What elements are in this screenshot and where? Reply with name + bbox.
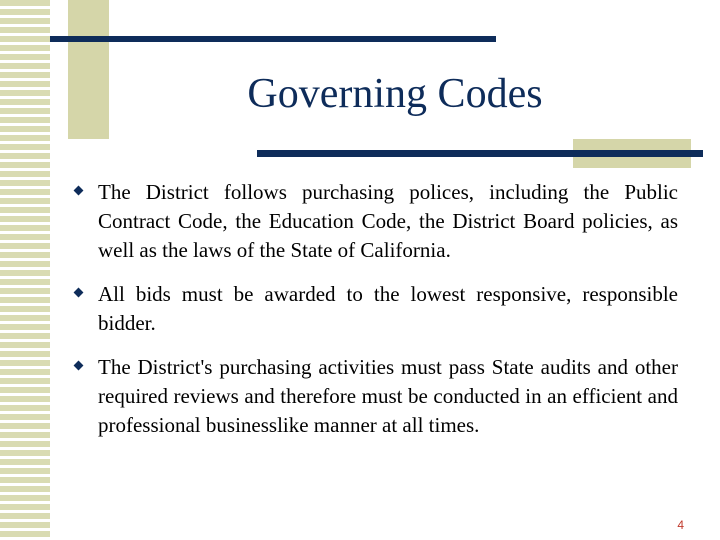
title-decoration-top-block: [68, 0, 109, 139]
diamond-bullet-icon: [74, 186, 84, 196]
title-decoration-bottom-bar: [257, 150, 703, 157]
bullet-list: [74, 178, 678, 455]
diamond-bullet-icon: [74, 288, 84, 298]
bullet-item: [74, 353, 678, 440]
title-decoration-top-bar: [50, 36, 496, 42]
diamond-bullet-icon: [74, 361, 84, 371]
bullet-text: The District follows purchasing polices, including the Public Contract Code, the Education Code, the District Board policies, as well as the laws of the State of California.: [98, 180, 678, 262]
bullet-item: [74, 280, 678, 338]
bullet-item: [74, 178, 678, 265]
slide-title: Governing Codes: [247, 71, 543, 117]
page-number: 4: [677, 518, 684, 532]
left-striped-margin: [0, 0, 50, 540]
bullet-text: All bids must be awarded to the lowest responsive, responsible bidder.: [98, 282, 678, 335]
bullet-text: The District's purchasing activities must pass State audits and other required reviews and therefore must be conducted in an efficient and professional businesslike manner at all times.: [98, 355, 678, 437]
